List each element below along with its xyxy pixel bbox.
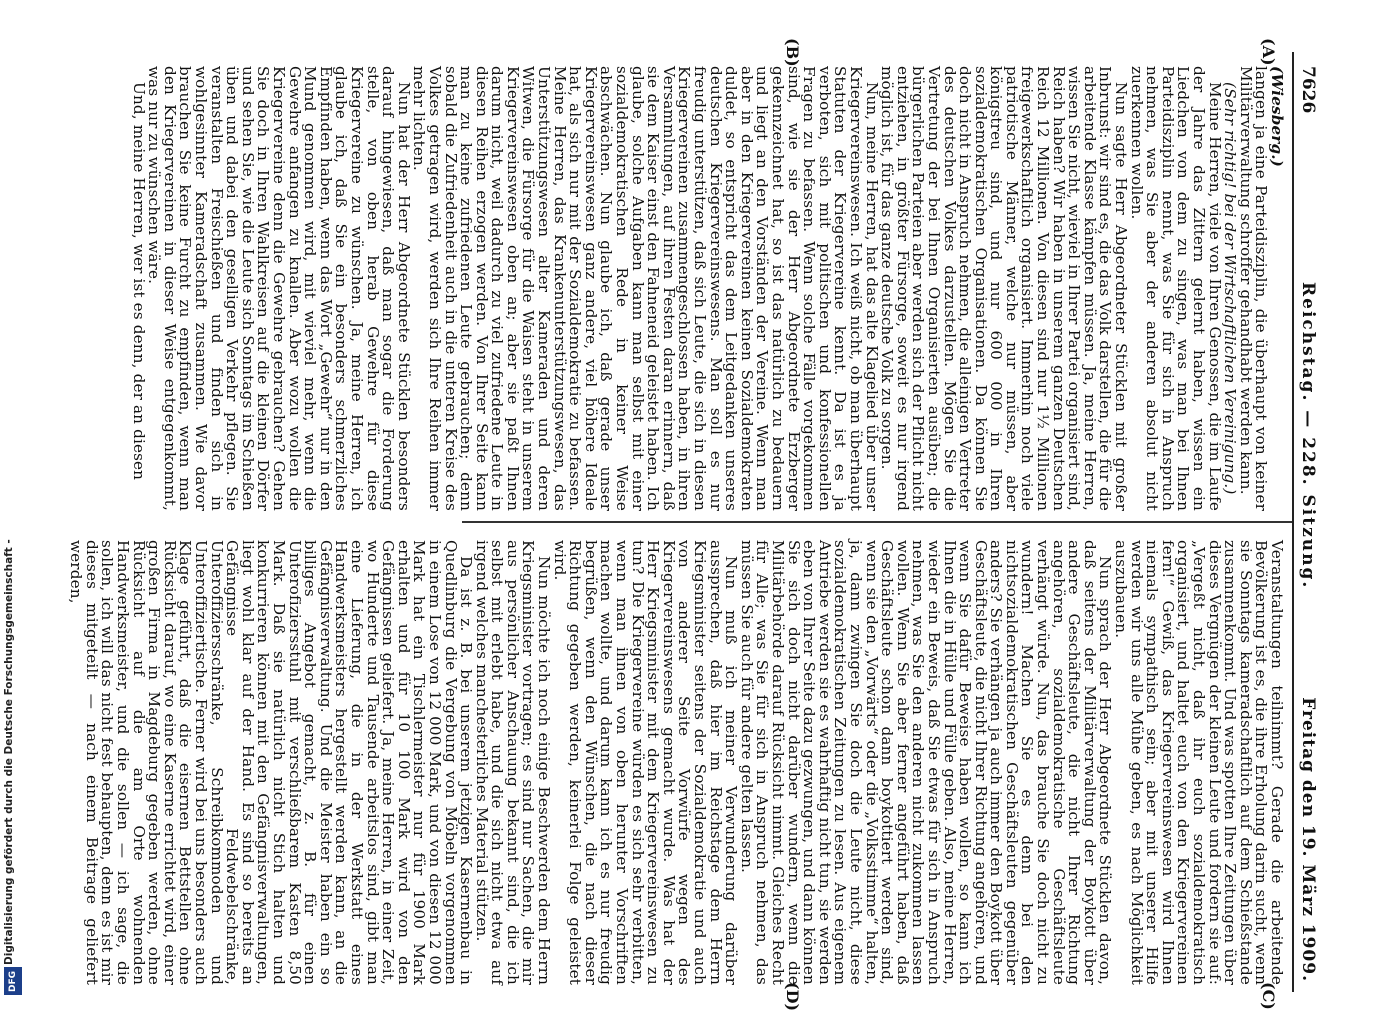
paragraph: Nun möchte ich noch einige Beschwerden dem Herrn Kriegsminister vortragen; es sind nur Sachen, die mir aus persönlicher Anschauung bekannt sind, die ich selbst mit erlebt habe, und die sich nicht etwa auf irgend welches manchesterliches Material stützen. [472,540,554,985]
margin-mark-b: (B) [783,38,802,67]
dfg-logo: DFG [4,967,22,995]
column-divider [462,521,1292,523]
page-number: 7626 [1298,66,1318,114]
scanned-page [32,38,1322,1011]
margin-mark-c: (C) [1259,982,1278,1010]
paragraph: Und, meine Herren, wer ist es denn, der an diesen [129,82,148,481]
paragraph: Nun muß ich meiner Verwunderung darüber aussprechen, daß hier im Reichstage dem Herrn Kriegsminister seitens der Sozialdemokratie und auch von anderer Seite Vorwürfe wegen des Kriegervereinswesens gemacht wurde. Was hat der Herr Kriegsminister mit dem Kriegervereinswesen zu tun? Die Kriegervereine würden es sich sehr verbitten, wenn man ihnen von oben herunter Vorschriften machen wollte, und darum kann ich es nur freudig begrüßen, wenn den Wünschen, die nach dieser Richtung gegeben werden, keinerlei Folge geleistet wird. [550,540,741,985]
running-title: Reichstag. — 228. Sitzung. [1298,282,1318,590]
paragraph: Nun hat der Herr Abgeordnete Stücklen besonders darauf hingewiesen, daß man sogar die Forderung stelle, von oben herab Gewehre für diese Kriegervereine zu wünschen. Ja, meine Herren, ich glaube ich, daß Sie ein besonders schmerzliches Empfinden haben, wenn das Wort „Gewehr“ nur in den Mund genommen wird, mit wieviel mehr, wenn die Gewehre anfangen zu knallen. Aber wozu wollen die Kriegervereine denn die Gewehre gebrauchen? Gehen Sie doch in Ihren Wahlkreisen auf die kleinen Dörfer und sehen Sie, wie die Leute sich Sonntags im Schießen üben und dabei den geselligen Verkehr pflegen. Sie veranstalten Freischießen und finden sich in wohlgesinnter Kameradschaft zusammen. Wie davor brauchen Sie keine Furcht zu empfinden, wenn man den Kriegervereinen in dieser Weise entgegenkommt, was nur zu wünschen wäre. [145,66,413,511]
paragraph: Nun sprach der Herr Abgeordnete Stücklen davon, daß seitens der Militärverwaltung der Boykott über andere Geschäftsleute, die nicht Ihrer Richtung angehören, sozialdemokratische Geschäftsleute verhängt würde. Nun, das brauche Sie doch nicht zu wundern! Machen Sie es denn bei den nichtsozialdemokratischen Geschäftsleuten gegenüber anders? Sie verhängen ja auch immer den Boykott über Geschäftsleute, die nicht Ihrer Richtung angehören, und wenn Sie dafür Beweise haben wollen, so kann ich Ihnen die in Hülle und Fülle geben. Also, meine Herren, wieder ein Beweis, daß Sie etwas für sich in Anspruch nehmen, was Sie den anderen nicht zukommen lassen wollen. Wenn Sie aber ferner angeführt haben, daß Geschäftsleute schon dann boykottiert werden sind, wenn sie den „Vorwärts“ oder die „Volksstimme“ halten, ja, dann zwingen Sie doch die Leute nicht, diese sozialdemokratischen Zeitungen zu lesen. Aus eigenem Antriebe werden sie es wahrhaftig nicht tun, sie werden eben von Ihrer Seite dazu gezwungen, und dann können Sie sich doch nicht darüber wundern, wenn die Militärbehörde darauf Rücksicht nimmt. Gleiches Recht für Alle; was Sie für sich in Anspruch nehmen, das müssen Sie auch für andere gelten lassen. [737,540,1115,986]
page-header [1292,52,1322,992]
paragraph: langen ja eine Parteidisziplin, die überhaupt von keiner Militärverwaltung schroffer gehandhabt werden kann. [1236,66,1271,511]
speaker-label: (Wiesberg.) [1268,66,1286,167]
funding-credit: Digitalisierung gefördert durch die Deutsche Forschungsgemeinschaft - [3,539,15,965]
interjection: (Sehr richtig! bei der Wirtschaftlichen Vereinigung.) [1221,82,1240,495]
margin-mark-a: (A) [1259,38,1278,66]
margin-mark-d: (D) [783,982,802,1011]
session-date: Freitag den 19. März 1909. [1298,697,1318,982]
paragraph: Nun, meine Herren, hat das alte Klagelied über unser Kriegervereinswesen. Ich weiß nicht, ob man überhaupt Statuten der Kriegervereine kennt. Da ist es ja verboten, sich mit politischen und konfessionellen Fragen zu befassen. Wenn solche Fälle vorgekommen sind, wie sie der Herr Abgeordnete Erzberger gekennzeichnet hat, so ist das natürlich zu bedauern und liegt an den Vorständen der Vereine. Wenn man aber in den Kriegervereinen keinen Sozialdemokraten duldet, so entspricht das dem Leitgedanken unseres deutschen Kriegervereinswesens. Man soll es nur freudig unterstützen, daß sich Leute, die sich in diesen Kriegervereinen zusammengeschlossen haben, in ihren Versammlungen, auf ihren Festen daran erinnern, daß sie dem Kaiser einst den Fahneneid geleistet haben. Ich glaube, solche Aufgaben kann man selbst mit einer sozialdemokratischen Rede in keiner Weise abschwächen. Nun glaube ich, daß gerade unser Kriegervereinswesen ganz andere, viel höhere Ideale hat, als sich nur mit der Sozialdemokratie zu befassen. Meine Herren, das Krankenunterstützungswesen, das Unterstützungswesen alter Kameraden und deren Witwen, die Fürsorge für die Waisen steht in unserem Kriegervereinswesen oben an; aber sie paßt Ihnen darum nicht, weil dadurch zu viel zufriedene Leute in diesen Reihen erzogen werden. Von Ihrer Seite kann man zu keine zufriedenen Leute gebrauchen; denn sobald die Zufriedenheit auch in die unteren Kreise des Volkes getragen wird, werden sich Ihre Reihen immer mehr lichten. [410,66,881,511]
paragraph: Meine Herren, viele von Ihren Genossen, die im Laufe der Jahre das Zittern gelernt haben, wissen ein Liedchen von dem zu singen, was man bei Ihnen Parteidisziplin nennt, was Sie für sich in Anspruch nehmen, was Sie aber der anderen absolut nicht zuerkennen wollen. [1127,66,1224,511]
right-column [68,540,1284,985]
paragraph: Veranstaltungen teilnimmt? Gerade die arbeitende Bevölkerung ist es, die ihre Erholung darin sucht, wenn sie Sonntags kameradschaftlich auf dem Schießstande zusammenkommt. Und was spotten Ihre Zeitungen über dieses Vergnügen der kleinen Leute und fordern sie auf: „Vergeßt nicht, daß ihr euch sozialdemokratisch organisiert, und haltet euch von den Kriegervereinen fern!“ Gewiß, das Kriegervereinswesen wird Ihnen niemals sympathisch sein; aber mit unserer Hilfe werden wir uns alle Mühe geben, es nach Möglichkeit auszubauen. [1112,540,1286,985]
digitization-footer [0,0,28,1000]
paragraph: Da ist z. B. bei unserem jetzigen Kasernenbau in Quedlinburg die Vergebung von Möbeln vorgenommen in einem Lose von 12 000 Mark, und von diesen 12 000 Mark hat ein Tischlermeister nur für 1900 Mark erhalten und für 10 100 Mark wird von den Gefängnissen geliefert. Ja, meine Herren, in einer Zeit, wo Hunderte und Tausende arbeitslos sind, gibt man eine Lieferung, die in der Werkstatt eines Handwerksmeisters hergestellt werden kann, an die Gefängnisverwaltung. Und die Meister haben ein so billiges Angebot gemacht, z. B. für einen Unterofiziersstuhl mit verschließbarem Kasten 8,50 Mark. Daß sie natürlich nicht Stich halten und konkurrieren können mit den Gefängnisverwaltungen, liegt wohl klar auf der Hand. Es sind so bereits an Gefängnisse Feldwebelschränke, Unteroffiziersschränke, Schreibkommoden und Unteroffiziertische. Ferner wird bei uns besonders auch Klage geführt, daß die eisernen Bettstellen ohne Rücksicht darauf, wo eine Kaserne errichtet wird, einer großen Firma in Magdeburg gegeben werden, ohne Rücksicht auf die am Orte wohnenden Handwerksmeister, und die sollen — ich sage, die sollen, ich will das nicht fest behaupten, denn es ist mir dieses mitgeteilt — nach einem Beitrage geliefert werden, [67,540,476,985]
left-column [130,66,1284,511]
paragraph: Nun sagte Herr Abgeordneter Stücklen mit großer Inbrunst: wir sind es, die das Volk darstellen, die für die arbeitende Klasse kämpfen müssen. Ja, meine Herren, wissen Sie nicht, wieviel in Ihrer Partei organisiert sind, Reich haben? Wir haben in unserem ganzen Deutschen Reich 12 Millionen. Von diesen sind nur 1½ Millionen freigewerkschaftlich organisiert. Immerhin noch viele patriotische Männer, welche nur müssen, aber königstreu sind, und nur 600 000 in Ihren sozialdemokratischen Organisationen. Da können Sie doch nicht in Anspruch nehmen, die alleinigen Vertreter des deutschen Volkes darzustellen. Mögen Sie die Vertretung der bei Ihnen Organisierten ausüben; die bürgerlichen Parteien aber werden sich der Pflicht nicht entziehen, in größter Fürsorge, soweit es nur irgend möglich ist, für das ganze deutsche Volk zu sorgen. [878,66,1131,511]
header-rule [1292,52,1294,992]
